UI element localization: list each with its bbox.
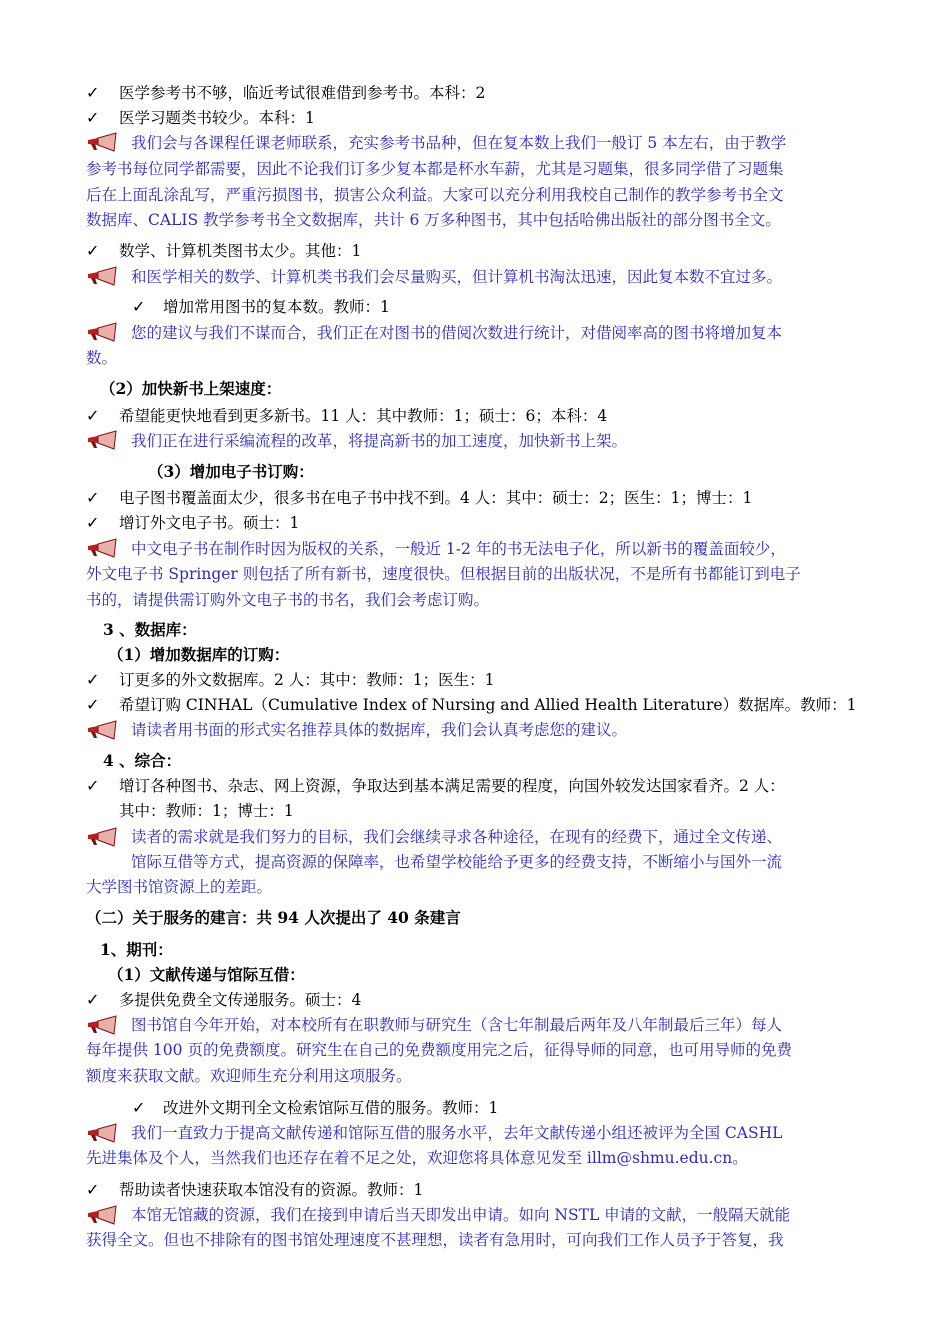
library-reply: 额度来获取文献。欢迎师生充分利用这项服务。 [86, 1067, 412, 1085]
library-reply: 每年提供 100 页的免费额度。研究生在自己的免费额度用完之后，征得导师的同意，也可用导师的免费 [86, 1041, 792, 1059]
library-reply: 读者的需求就是我们努力的目标，我们会继续寻求各种途径，在现有的经费下，通过全文传递、 [131, 828, 783, 846]
library-reply: 中文电子书在制作时因为版权的关系，一般近 1-2 年的书无法电子化，所以新书的覆盖面较少， [131, 540, 786, 558]
checkmark-icon: ✓ [132, 297, 146, 316]
library-reply: 大学图书馆资源上的差距。 [86, 878, 273, 896]
subsection-heading: （1）文献传递与馆际互借： [108, 965, 305, 984]
section-heading: 3 、数据库： [103, 620, 197, 639]
feedback-item: 增订各种图书、杂志、网上资源，争取达到基本满足需要的程度，向国外较发达国家看齐。2 人： [119, 777, 785, 795]
feedback-item: 帮助读者快速获取本馆没有的资源。教师：1 [119, 1181, 424, 1199]
checkmark-icon: ✓ [86, 406, 100, 425]
subsection-heading: （3）增加电子书订购： [148, 462, 314, 481]
feedback-item: 电子图书覆盖面太少，很多书在电子书中找不到。4 人：其中：硕士：2；医生：1；博士：1 [119, 489, 753, 507]
feedback-item: 增订外文电子书。硕士：1 [119, 514, 300, 532]
megaphone-icon [86, 430, 120, 450]
feedback-item: 医学习题类书较少。本科：1 [119, 109, 315, 127]
megaphone-icon [86, 1123, 120, 1143]
part-heading: （二）关于服务的建言：共 94 人次提出了 40 条建言 [86, 908, 461, 927]
library-reply: 我们会与各课程任课老师联系，充实参考书品种，但在复本数上我们一般订 5 本左右，由于教学 [131, 134, 787, 152]
library-reply: 图书馆自今年开始，对本校所有在职教师与研究生（含七年制最后两年及八年制最后三年）每人 [131, 1016, 783, 1034]
library-reply: 参考书每位同学都需要，因此不论我们订多少复本都是杯水车薪，尤其是习题集，很多同学借了习题集 [86, 160, 784, 178]
feedback-item: 希望订购 CINHAL（Cumulative Index of Nursing and Allied Health Literature）数据库。教师：1 [119, 696, 857, 714]
subsection-heading: （2）加快新书上架速度： [100, 379, 282, 398]
megaphone-icon [86, 827, 120, 847]
megaphone-icon [86, 266, 120, 286]
library-reply: 请读者用书面的形式实名推荐具体的数据库，我们会认真考虑您的建议。 [131, 721, 628, 739]
library-reply: 先进集体及个人，当然我们也还存在着不足之处，欢迎您将具体意见发至 illm@shmu.edu.cn。 [86, 1149, 748, 1167]
checkmark-icon: ✓ [86, 1180, 100, 1199]
checkmark-icon: ✓ [132, 1098, 146, 1117]
feedback-item: 数学、计算机类图书太少。其他：1 [119, 242, 362, 260]
megaphone-icon [86, 132, 120, 152]
megaphone-icon [86, 322, 120, 342]
megaphone-icon [86, 1015, 120, 1035]
feedback-item: 改进外文期刊全文检索馆际互借的服务。教师：1 [163, 1099, 499, 1117]
library-reply: 您的建议与我们不谋而合，我们正在对图书的借阅次数进行统计，对借阅率高的图书将增加复本 [131, 324, 783, 342]
section-heading: 1、期刊： [100, 940, 173, 959]
library-reply: 数。 [86, 349, 118, 367]
library-reply: 后在上面乱涂乱写，严重污损图书，损害公众利益。大家可以充分利用我校自己制作的教学参考书全文 [86, 186, 784, 204]
checkmark-icon: ✓ [86, 488, 100, 507]
library-reply: 数据库、CALIS 教学参考书全文数据库，共计 6 万多种图书，其中包括哈佛出版社的部分图书全文。 [86, 211, 781, 229]
feedback-item: 增加常用图书的复本数。教师：1 [163, 298, 390, 316]
feedback-item: 其中：教师：1；博士：1 [119, 802, 294, 820]
section-heading: 4 、综合： [103, 751, 182, 770]
library-reply: 获得全文。但也不排除有的图书馆处理速度不甚理想，读者有急用时，可向我们工作人员予于答复，我 [86, 1231, 784, 1249]
checkmark-icon: ✓ [86, 776, 100, 795]
checkmark-icon: ✓ [86, 513, 100, 532]
checkmark-icon: ✓ [86, 670, 100, 689]
checkmark-icon: ✓ [86, 108, 100, 127]
feedback-item: 多提供免费全文传递服务。硕士：4 [119, 991, 362, 1009]
subsection-heading: （1）增加数据库的订购： [108, 645, 290, 664]
checkmark-icon: ✓ [86, 695, 100, 714]
megaphone-icon [86, 538, 120, 558]
checkmark-icon: ✓ [86, 241, 100, 260]
library-reply: 馆际互借等方式，提高资源的保障率，也希望学校能给予更多的经费支持，不断缩小与国外一流 [131, 853, 783, 871]
library-reply: 本馆无馆藏的资源，我们在接到申请后当天即发出申请。如向 NSTL 申请的文献，一般隔天就能 [131, 1206, 791, 1224]
checkmark-icon: ✓ [86, 83, 100, 102]
library-reply: 我们一直致力于提高文献传递和馆际互借的服务水平，去年文献传递小组还被评为全国 CASHL [131, 1124, 783, 1142]
library-reply: 外文电子书 Springer 则包括了所有新书，速度很快。但根据目前的出版状况，不是所有书都能订到电子 [86, 565, 801, 583]
feedback-item: 希望能更快地看到更多新书。11 人：其中教师：1；硕士：6；本科：4 [119, 407, 608, 425]
feedback-item: 订更多的外文数据库。2 人：其中：教师：1；医生：1 [119, 671, 495, 689]
library-reply: 书的，请提供需订购外文电子书的书名，我们会考虑订购。 [86, 591, 490, 609]
checkmark-icon: ✓ [86, 990, 100, 1009]
library-reply: 我们正在进行采编流程的改革，将提高新书的加工速度，加快新书上架。 [131, 432, 628, 450]
megaphone-icon [86, 720, 120, 740]
feedback-item: 医学参考书不够，临近考试很难借到参考书。本科：2 [119, 84, 486, 102]
megaphone-icon [86, 1205, 120, 1225]
library-reply: 和医学相关的数学、计算机类书我们会尽量购买，但计算机书淘汰迅速，因此复本数不宜过多。 [131, 268, 783, 286]
